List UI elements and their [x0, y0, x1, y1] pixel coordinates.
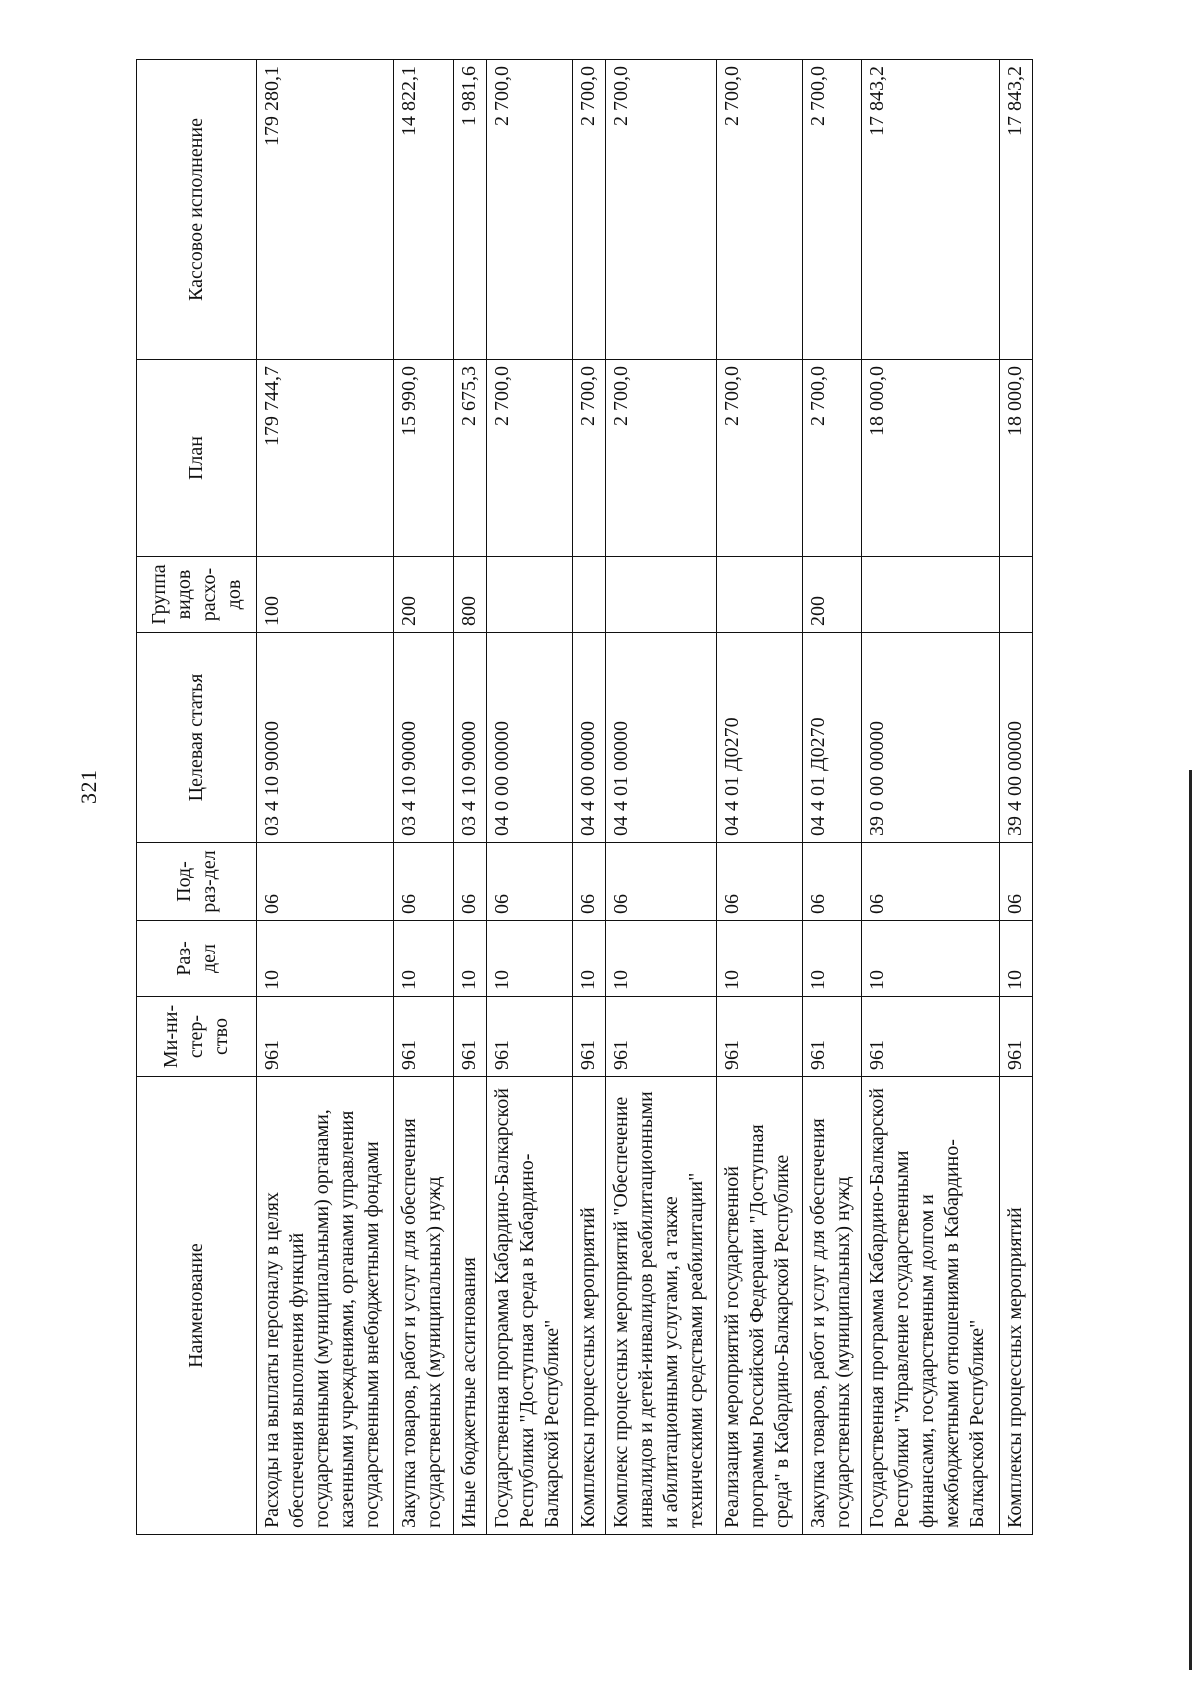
cell-plan: 179 744,7: [257, 360, 394, 557]
cell-group: [862, 557, 999, 633]
cell-section: 10: [605, 921, 716, 997]
cell-name: Закупка товаров, работ и услуг для обеспечения государственных (муниципальных) нужд: [802, 1077, 861, 1535]
cell-section: 10: [453, 921, 486, 997]
cell-section: 10: [257, 921, 394, 997]
table-row: [999, 60, 1032, 1535]
scan-edge-line: [1189, 770, 1192, 1670]
cell-target: 03 4 10 90000: [453, 633, 486, 843]
cell-execution: 2 700,0: [802, 60, 861, 360]
cell-ministry: 961: [802, 997, 861, 1077]
cell-ministry: 961: [487, 997, 572, 1077]
cell-group: [605, 557, 716, 633]
cell-group: [717, 557, 802, 633]
cell-plan: 2 700,0: [605, 360, 716, 557]
header-section: Раз-дел: [137, 921, 257, 997]
cell-plan: 2 700,0: [487, 360, 572, 557]
cell-target: 04 4 01 Д0270: [802, 633, 861, 843]
table-row: [453, 60, 486, 1535]
table-row: [394, 60, 453, 1535]
cell-plan: 2 700,0: [802, 360, 861, 557]
header-ministry: Ми-ни-стер-ство: [137, 997, 257, 1077]
budget-table: [136, 59, 1033, 1535]
table-row: [487, 60, 572, 1535]
cell-group: 800: [453, 557, 486, 633]
cell-ministry: 961: [999, 997, 1032, 1077]
cell-subsection: 06: [453, 843, 486, 921]
cell-execution: 1 981,6: [453, 60, 486, 360]
cell-section: 10: [999, 921, 1032, 997]
table-row: [862, 60, 999, 1535]
cell-subsection: 06: [605, 843, 716, 921]
page-number: 321: [76, 769, 101, 804]
cell-section: 10: [802, 921, 861, 997]
table-row: [572, 60, 605, 1535]
table-row: [802, 60, 861, 1535]
cell-group: [572, 557, 605, 633]
cell-name: Комплексы процессных мероприятий: [999, 1077, 1032, 1535]
cell-ministry: 961: [394, 997, 453, 1077]
cell-subsection: 06: [802, 843, 861, 921]
cell-subsection: 06: [717, 843, 802, 921]
cell-ministry: 961: [572, 997, 605, 1077]
cell-subsection: 06: [257, 843, 394, 921]
cell-subsection: 06: [572, 843, 605, 921]
cell-execution: 2 700,0: [605, 60, 716, 360]
cell-execution: 2 700,0: [487, 60, 572, 360]
cell-group: [487, 557, 572, 633]
cell-target: 04 4 01 Д0270: [717, 633, 802, 843]
cell-plan: 18 000,0: [999, 360, 1032, 557]
cell-name: Государственная программа Кабардино-Балкарской Республики "Управление государственными финансами, государственным долгом и межбюджетными отношениями в Кабардино-Балкарской Республике": [862, 1077, 999, 1535]
cell-name: Иные бюджетные ассигнования: [453, 1077, 486, 1535]
header-target: Целевая статья: [137, 633, 257, 843]
cell-target: 04 4 01 00000: [605, 633, 716, 843]
cell-subsection: 06: [394, 843, 453, 921]
cell-plan: 2 675,3: [453, 360, 486, 557]
cell-name: Комплекс процессных мероприятий "Обеспечение инвалидов и детей-инвалидов реабилитационными и абилитационными услугами, а также техническими средствами реабилитации": [605, 1077, 716, 1535]
header-name: Наименование: [137, 1077, 257, 1535]
cell-name: Комплексы процессных мероприятий: [572, 1077, 605, 1535]
cell-target: 03 4 10 90000: [394, 633, 453, 843]
cell-execution: 17 843,2: [862, 60, 999, 360]
cell-plan: 2 700,0: [717, 360, 802, 557]
cell-target: 04 0 00 00000: [487, 633, 572, 843]
cell-plan: 18 000,0: [862, 360, 999, 557]
table-row: [257, 60, 394, 1535]
cell-name: Государственная программа Кабардино-Балкарской Республики "Доступная среда в Кабардино-Балкарской Республике": [487, 1077, 572, 1535]
table-header-row: [137, 60, 257, 1535]
cell-group: 200: [802, 557, 861, 633]
cell-name: Реализация мероприятий государственной программы Российской Федерации "Доступная среда" в Кабардино-Балкарской Республике: [717, 1077, 802, 1535]
cell-subsection: 06: [862, 843, 999, 921]
cell-execution: 179 280,1: [257, 60, 394, 360]
header-subsection: Под-раз-дел: [137, 843, 257, 921]
cell-subsection: 06: [487, 843, 572, 921]
cell-target: 39 0 00 00000: [862, 633, 999, 843]
cell-group: 100: [257, 557, 394, 633]
cell-subsection: 06: [999, 843, 1032, 921]
cell-section: 10: [717, 921, 802, 997]
cell-target: 39 4 00 00000: [999, 633, 1032, 843]
cell-ministry: 961: [257, 997, 394, 1077]
cell-ministry: 961: [605, 997, 716, 1077]
cell-execution: 2 700,0: [572, 60, 605, 360]
header-plan: План: [137, 360, 257, 557]
cell-section: 10: [487, 921, 572, 997]
cell-execution: 2 700,0: [717, 60, 802, 360]
cell-plan: 2 700,0: [572, 360, 605, 557]
cell-section: 10: [394, 921, 453, 997]
cell-ministry: 961: [862, 997, 999, 1077]
cell-section: 10: [572, 921, 605, 997]
cell-ministry: 961: [717, 997, 802, 1077]
cell-name: Закупка товаров, работ и услуг для обеспечения государственных (муниципальных) нужд: [394, 1077, 453, 1535]
cell-group: [999, 557, 1032, 633]
rotated-table-container: [136, 60, 1033, 1535]
cell-execution: 14 822,1: [394, 60, 453, 360]
cell-ministry: 961: [453, 997, 486, 1077]
cell-execution: 17 843,2: [999, 60, 1032, 360]
header-execution: Кассовое исполнение: [137, 60, 257, 360]
cell-name: Расходы на выплаты персоналу в целях обеспечения выполнения функций государственными (муниципальными) органами, казенными учреждениями, органами управления государственными внебюджетными фондами: [257, 1077, 394, 1535]
cell-group: 200: [394, 557, 453, 633]
header-group: Группа видов расхо-дов: [137, 557, 257, 633]
cell-target: 04 4 00 00000: [572, 633, 605, 843]
table-row: [717, 60, 802, 1535]
cell-target: 03 4 10 90000: [257, 633, 394, 843]
cell-section: 10: [862, 921, 999, 997]
table-row: [605, 60, 716, 1535]
cell-plan: 15 990,0: [394, 360, 453, 557]
